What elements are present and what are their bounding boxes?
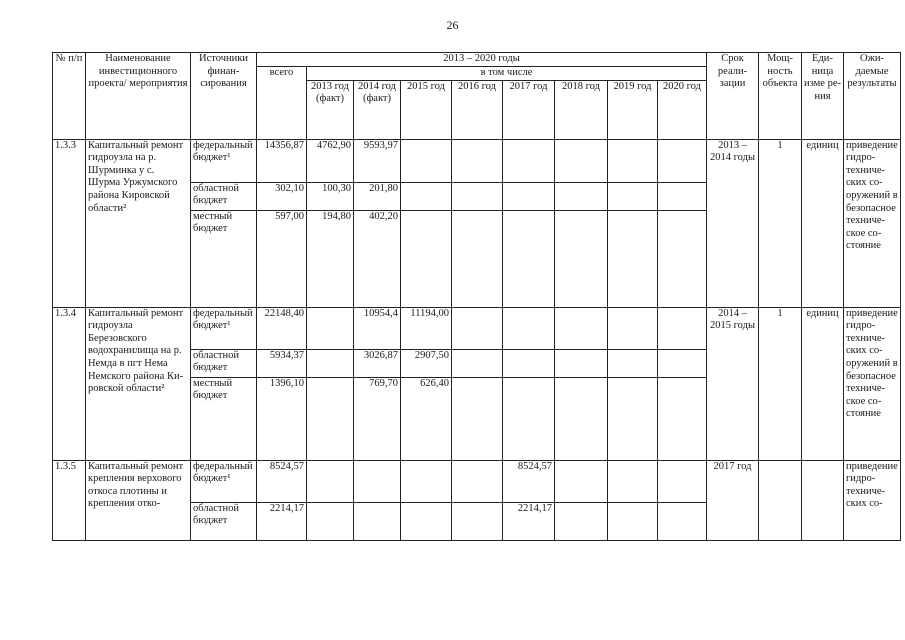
value-total: 302,10 xyxy=(257,182,307,210)
value-2018 xyxy=(555,349,608,377)
header-term: Срок реализации xyxy=(707,53,759,140)
value-2016 xyxy=(452,460,503,502)
source-label: местный бюджет xyxy=(191,377,257,460)
value-2019 xyxy=(608,182,658,210)
value-2017 xyxy=(503,307,555,349)
header-result: Ожидаемые результаты xyxy=(844,53,901,140)
value-2019 xyxy=(608,139,658,182)
value-2015: 11194,00 xyxy=(401,307,452,349)
value-2019 xyxy=(608,307,658,349)
header-year-2019: 2019 год xyxy=(608,80,658,139)
value-2020 xyxy=(658,377,707,460)
value-2013 xyxy=(307,349,354,377)
header-year-2018: 2018 год xyxy=(555,80,608,139)
value-2019 xyxy=(608,377,658,460)
header-num: № п/п xyxy=(53,53,86,140)
value-total: 8524,57 xyxy=(257,460,307,502)
value-2014 xyxy=(354,460,401,502)
value-2015: 2907,50 xyxy=(401,349,452,377)
header-total: всего xyxy=(257,67,307,140)
value-2013 xyxy=(307,502,354,540)
value-2016 xyxy=(452,307,503,349)
header-year-2015: 2015 год xyxy=(401,80,452,139)
header-source: Источники финансирования xyxy=(191,53,257,140)
header-unit: Единица изме рения xyxy=(802,53,844,140)
value-2014: 769,70 xyxy=(354,377,401,460)
value-2014: 402,20 xyxy=(354,210,401,307)
value-2014: 10954,4 xyxy=(354,307,401,349)
value-2013: 194,80 xyxy=(307,210,354,307)
value-2016 xyxy=(452,139,503,182)
value-2018 xyxy=(555,139,608,182)
source-label: федеральный бюджет¹ xyxy=(191,139,257,182)
value-2013 xyxy=(307,460,354,502)
value-2015: 626,40 xyxy=(401,377,452,460)
value-2020 xyxy=(658,182,707,210)
value-2020 xyxy=(658,307,707,349)
header-year-2017: 2017 год xyxy=(503,80,555,139)
project-name: Капитальный ремонт гидроузла на р. Шурминка у с. Шурма Уржумского района Кировской области² xyxy=(86,139,191,307)
value-2017 xyxy=(503,210,555,307)
value-2017 xyxy=(503,182,555,210)
value-2020 xyxy=(658,210,707,307)
source-label: областной бюджет xyxy=(191,349,257,377)
value-2013 xyxy=(307,377,354,460)
value-2018 xyxy=(555,307,608,349)
project-name: Капитальный ремонт крепления верхового откоса плотины и крепления отко- xyxy=(86,460,191,540)
value-2015 xyxy=(401,460,452,502)
header-year-2020: 2020 год xyxy=(658,80,707,139)
value-2017 xyxy=(503,377,555,460)
capacity: 1 xyxy=(759,139,802,307)
value-2015 xyxy=(401,502,452,540)
value-2016 xyxy=(452,182,503,210)
unit: единиц xyxy=(802,307,844,460)
value-2018 xyxy=(555,460,608,502)
row-num: 1.3.5 xyxy=(53,460,86,540)
row-num: 1.3.3 xyxy=(53,139,86,307)
source-label: местный бюджет xyxy=(191,210,257,307)
value-2018 xyxy=(555,502,608,540)
value-2015 xyxy=(401,182,452,210)
source-label: федеральный бюджет¹ xyxy=(191,307,257,349)
page-number: 26 xyxy=(446,18,459,32)
expected-result: приведение гидротехнических сооружений в безопасное техническое состояние xyxy=(844,307,901,460)
value-total: 14356,87 xyxy=(257,139,307,182)
value-2017 xyxy=(503,349,555,377)
value-2020 xyxy=(658,139,707,182)
value-2017: 2214,17 xyxy=(503,502,555,540)
header-capacity: Мощность объекта xyxy=(759,53,802,140)
term: 2014 – 2015 годы xyxy=(707,307,759,460)
value-total: 5934,37 xyxy=(257,349,307,377)
header-year-2013: 2013 год (факт) xyxy=(307,80,354,139)
value-2019 xyxy=(608,502,658,540)
value-total: 22148,40 xyxy=(257,307,307,349)
capacity: 1 xyxy=(759,307,802,460)
value-2020 xyxy=(658,460,707,502)
value-2014: 3026,87 xyxy=(354,349,401,377)
value-2017 xyxy=(503,139,555,182)
investment-table xyxy=(52,52,901,541)
value-2016 xyxy=(452,502,503,540)
value-2014: 9593,97 xyxy=(354,139,401,182)
value-2018 xyxy=(555,210,608,307)
value-2013: 100,30 xyxy=(307,182,354,210)
header-year-2016: 2016 год xyxy=(452,80,503,139)
value-2014 xyxy=(354,502,401,540)
row-num: 1.3.4 xyxy=(53,307,86,460)
source-label: федеральный бюджет¹ xyxy=(191,460,257,502)
value-2017: 8524,57 xyxy=(503,460,555,502)
value-2015 xyxy=(401,139,452,182)
value-2019 xyxy=(608,460,658,502)
value-2019 xyxy=(608,349,658,377)
table-row xyxy=(53,139,901,182)
header-year-2014: 2014 год (факт) xyxy=(354,80,401,139)
unit xyxy=(802,460,844,540)
expected-result: приведение гидротехнических со- xyxy=(844,460,901,540)
value-total: 597,00 xyxy=(257,210,307,307)
term: 2013 – 2014 годы xyxy=(707,139,759,307)
value-2014: 201,80 xyxy=(354,182,401,210)
value-2020 xyxy=(658,349,707,377)
value-2016 xyxy=(452,210,503,307)
header-period: 2013 – 2020 годы xyxy=(257,53,707,67)
header-incl: в том числе xyxy=(307,67,707,81)
term: 2017 год xyxy=(707,460,759,540)
project-name: Капитальный ремонт гидроузла Березовского водохранилища на р. Немда в пгт Нема Немского района Кировской области² xyxy=(86,307,191,460)
value-2018 xyxy=(555,377,608,460)
value-2013: 4762,90 xyxy=(307,139,354,182)
capacity xyxy=(759,460,802,540)
value-2015 xyxy=(401,210,452,307)
source-label: областной бюджет xyxy=(191,502,257,540)
value-2016 xyxy=(452,377,503,460)
value-2013 xyxy=(307,307,354,349)
value-total: 1396,10 xyxy=(257,377,307,460)
value-2020 xyxy=(658,502,707,540)
table-row xyxy=(53,460,901,502)
value-2016 xyxy=(452,349,503,377)
header-name: Наименование инвестиционного проекта/ мероприятия xyxy=(86,53,191,140)
unit: единиц xyxy=(802,139,844,307)
expected-result: приведение гидротехнических сооружений в безопасное техническое состояние xyxy=(844,139,901,307)
value-total: 2214,17 xyxy=(257,502,307,540)
source-label: областной бюджет xyxy=(191,182,257,210)
value-2019 xyxy=(608,210,658,307)
value-2018 xyxy=(555,182,608,210)
table-row xyxy=(53,307,901,349)
